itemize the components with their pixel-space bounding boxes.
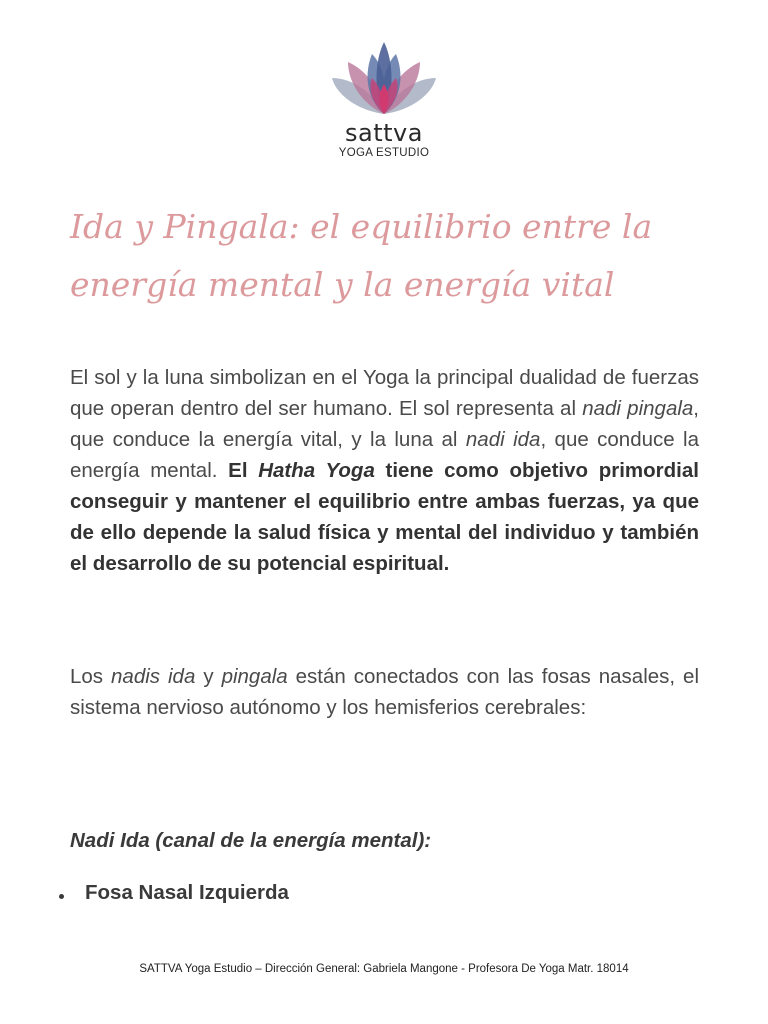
lotus-icon (332, 38, 436, 118)
text-run: Los (70, 665, 112, 688)
italic-term: nadis ida (111, 665, 196, 688)
nadis-paragraph (70, 661, 699, 723)
intro-paragraph (70, 362, 699, 579)
text-run: tiene como objetivo primordial conseguir y mantener el equilibrio entre ambas fuerzas, ya que de ello depende la salud física y mental del individuo y también el desarrollo de su potencial espiritual. (70, 459, 699, 575)
page-title: Ida y Pingala: el equilibrio entre la energía mental y la energía vital (70, 207, 653, 304)
italic-term: pingala (221, 665, 288, 688)
brand-name: sattva (345, 119, 423, 147)
text-run: , que conduce la energía mental. (70, 428, 700, 482)
text-run: , que conduce la energía vital, y la luna al (70, 397, 699, 451)
page-footer: SATTVA Yoga Estudio – Dirección General: Gabriela Mangone - Profesora De Yoga Matr. 18014 (139, 963, 629, 975)
text-run: y (195, 665, 222, 688)
text-run: están conectados con las fosas nasales, el sistema nervioso autónomo y los hemisferios cerebrales: (70, 665, 700, 719)
italic-term: nadi pingala (582, 397, 694, 420)
brand-subtitle: YOGA ESTUDIO (338, 147, 430, 159)
brand-logo (0, 38, 768, 160)
bullet-dot-icon (59, 894, 64, 899)
italic-term: Hatha Yoga (258, 459, 375, 482)
section-heading: Nadi Ida (canal de la energía mental): (70, 829, 432, 852)
text-run: El sol y la luna simbolizan en el Yoga la principal dualidad de fuerzas que operan dentro del ser humano. El sol representa al (70, 366, 699, 420)
list-item-text: Fosa Nasal Izquierda (85, 881, 289, 904)
italic-term: nadi ida (465, 428, 541, 451)
text-run: El (228, 459, 259, 482)
